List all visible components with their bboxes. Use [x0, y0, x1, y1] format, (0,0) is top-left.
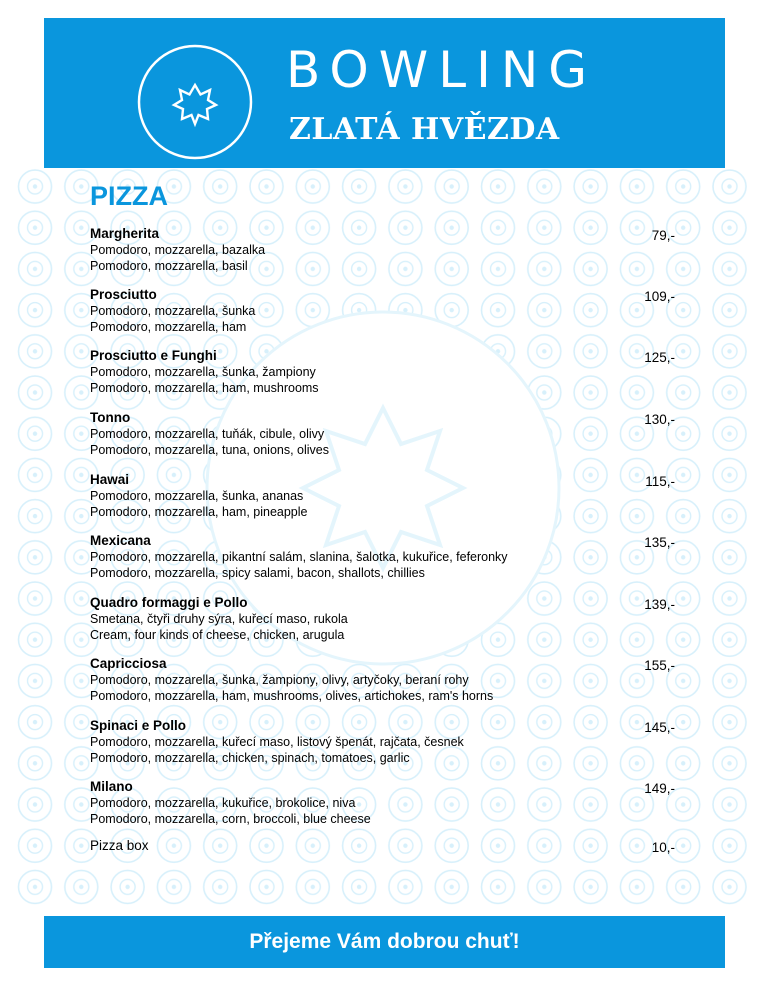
item-description-cz: Pomodoro, mozzarella, kukuřice, brokolice, niva: [90, 796, 356, 810]
item-name: Tonno: [90, 410, 131, 425]
item-price: 139,-: [644, 597, 675, 612]
menu-item: [90, 656, 675, 704]
item-description-cz: Smetana, čtyři druhy sýra, kuřecí maso, rukola: [90, 612, 348, 626]
item-description-en: Pomodoro, mozzarella, tuna, onions, olives: [90, 443, 330, 457]
menu-item: [90, 779, 675, 827]
item-price: 79,-: [651, 228, 675, 243]
item-price: 149,-: [644, 781, 675, 796]
item-description-en: Pomodoro, mozzarella, ham, mushrooms: [90, 381, 319, 395]
item-description-en: Pomodoro, mozzarella, basil: [90, 259, 248, 273]
footer-banner: [44, 916, 725, 968]
menu-item: [90, 226, 675, 274]
extra-price: 10,-: [651, 840, 675, 855]
item-price: 145,-: [644, 720, 675, 735]
item-name: Prosciutto e Funghi: [90, 348, 217, 363]
item-description-cz: Pomodoro, mozzarella, bazalka: [90, 243, 266, 257]
item-description-cz: Pomodoro, mozzarella, tuňák, cibule, olivy: [90, 427, 325, 441]
star-icon: [136, 43, 254, 161]
item-price: 115,-: [645, 474, 675, 489]
item-description-en: Pomodoro, mozzarella, corn, broccoli, blue cheese: [90, 812, 371, 826]
item-description-cz: Pomodoro, mozzarella, šunka, žampiony: [90, 365, 316, 379]
menu-item: [90, 595, 675, 643]
item-description-en: Pomodoro, mozzarella, spicy salami, bacon, shallots, chillies: [90, 566, 425, 580]
item-name: Quadro formaggi e Pollo: [90, 595, 248, 610]
item-description-en: Pomodoro, mozzarella, chicken, spinach, tomatoes, garlic: [90, 751, 410, 765]
menu-item: [90, 287, 675, 335]
item-name: Capricciosa: [90, 656, 167, 671]
menu-item: [90, 533, 675, 581]
menu-item: [90, 348, 675, 396]
section-title: PIZZA: [90, 181, 168, 211]
item-name: Prosciutto: [90, 287, 157, 302]
item-name: Margherita: [90, 226, 160, 241]
item-price: 130,-: [644, 412, 675, 427]
item-name: Spinaci e Pollo: [90, 718, 187, 733]
item-description-en: Pomodoro, mozzarella, ham, pineapple: [90, 505, 308, 519]
menu-item: [90, 472, 675, 520]
item-price: 125,-: [644, 350, 675, 365]
header-banner: [44, 18, 725, 168]
item-description-cz: Pomodoro, mozzarella, šunka, žampiony, olivy, artyčoky, beraní rohy: [90, 673, 469, 687]
item-name: Milano: [90, 779, 133, 794]
item-price: 155,-: [644, 658, 675, 673]
item-description-cz: Pomodoro, mozzarella, pikantní salám, slanina, šalotka, kukuřice, feferonky: [90, 550, 508, 564]
footer-text: Přejeme Vám dobrou chuť!: [249, 930, 520, 953]
item-description-en: Pomodoro, mozzarella, ham: [90, 320, 247, 334]
item-description-en: Pomodoro, mozzarella, ham, mushrooms, olives, artichokes, ram's horns: [90, 689, 494, 703]
item-price: 109,-: [644, 289, 675, 304]
item-description-cz: Pomodoro, mozzarella, kuřecí maso, listový špenát, rajčata, česnek: [90, 735, 464, 749]
menu-item: [90, 718, 675, 766]
brand-subtitle: ZLATÁ HVĚZDA: [289, 112, 560, 147]
item-name: Hawai: [90, 472, 130, 487]
item-description-en: Cream, four kinds of cheese, chicken, arugula: [90, 628, 345, 642]
item-description-cz: Pomodoro, mozzarella, šunka: [90, 304, 256, 318]
item-description-cz: Pomodoro, mozzarella, šunka, ananas: [90, 489, 304, 503]
extra-name: Pizza box: [90, 838, 149, 853]
menu-item: [90, 410, 675, 458]
brand-title: BOWLING: [286, 41, 597, 99]
item-price: 135,-: [644, 535, 675, 550]
menu-item-extra: [90, 838, 675, 854]
item-name: Mexicana: [90, 533, 151, 548]
